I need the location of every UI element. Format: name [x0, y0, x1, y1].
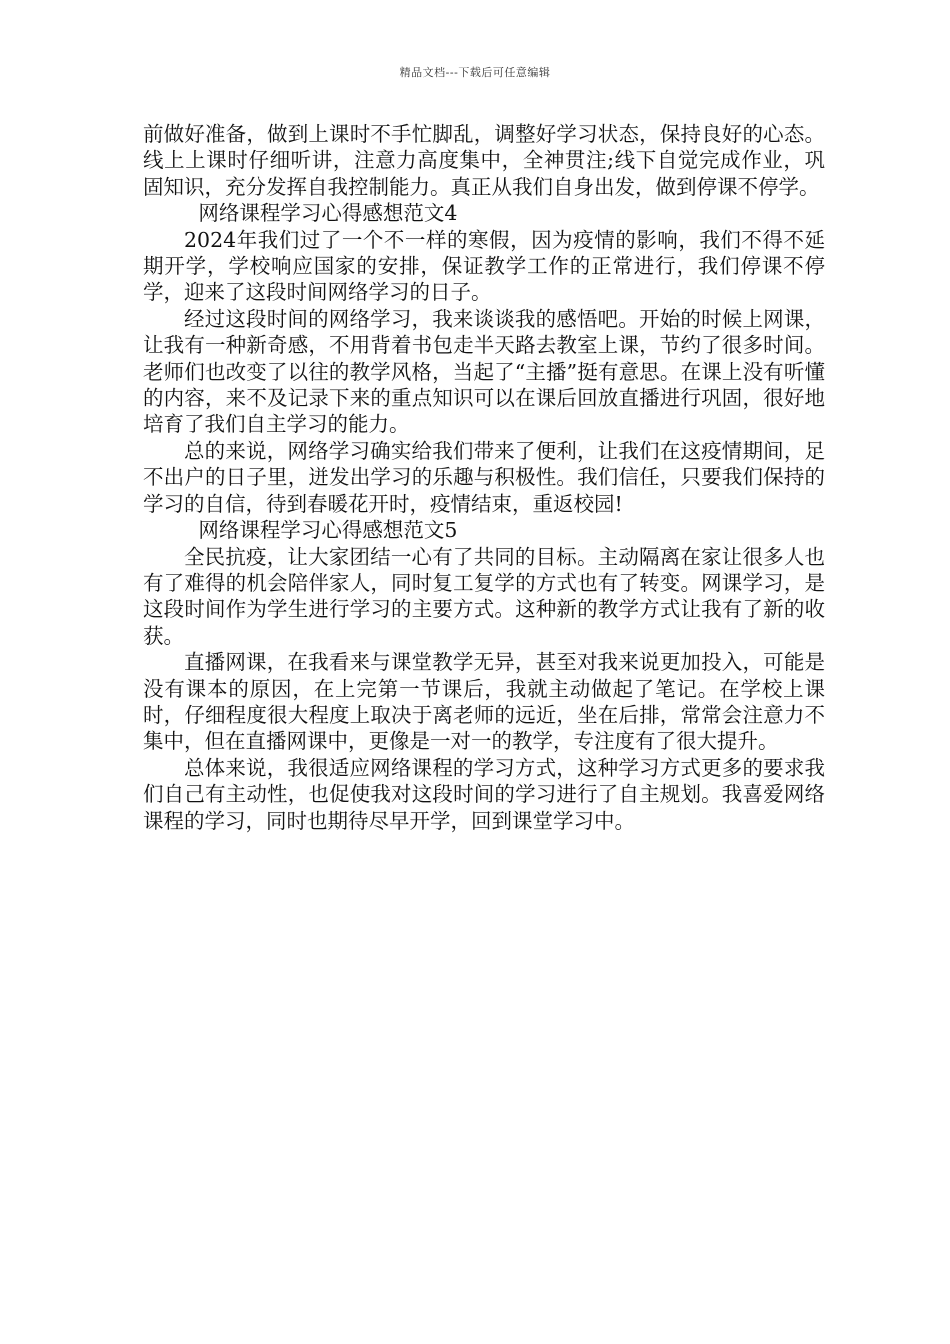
paragraph: 直播网课，在我看来与课堂教学无异，甚至对我来说更加投入，可能是没有课本的原因，在上完第一节课后，我就主动做起了笔记。在学校上课时，仔细程度很大程度上取决于离老师的远近，坐在后排，常常会注意力不集中，但在直播网课中，更像是一对一的教学，专注度有了很大提升。 [143, 650, 825, 754]
document-body [143, 121, 825, 834]
section-heading-4: 网络课程学习心得感想范文4 [198, 201, 458, 226]
section-heading-5: 网络课程学习心得感想范文5 [198, 518, 458, 543]
paragraph-continued: 前做好准备，做到上课时不手忙脚乱，调整好学习状态，保持良好的心态。线上上课时仔细听讲，注意力高度集中，全神贯注;线下自觉完成作业，巩固知识，充分发挥自我控制能力。真正从我们自身出发，做到停课不停学。 [143, 122, 825, 199]
paragraph: 全民抗疫，让大家团结一心有了共同的目标。主动隔离在家让很多人也有了难得的机会陪伴家人，同时复工复学的方式也有了转变。网课学习，是这段时间作为学生进行学习的主要方式。这种新的教学方式让我有了新的收获。 [143, 544, 825, 648]
paragraph: 经过这段时间的网络学习，我来谈谈我的感悟吧。开始的时候上网课，让我有一种新奇感，不用背着书包走半天路去教室上课，节约了很多时间。老师们也改变了以往的教学风格，当起了“主播”挺有意思。在课上没有听懂的内容，来不及记录下来的重点知识可以在课后回放直播进行巩固，很好地培育了我们自主学习的能力。 [143, 306, 825, 437]
paragraph: 总的来说，网络学习确实给我们带来了便利，让我们在这疫情期间，足不出户的日子里，迸发出学习的乐趣与积极性。我们信任，只要我们保持的学习的自信，待到春暖花开时，疫情结束，重返校园! [143, 438, 825, 516]
paragraph: 总体来说，我很适应网络课程的学习方式，这种学习方式更多的要求我们自己有主动性，也促使我对这段时间的学习进行了自主规划。我喜爱网络课程的学习，同时也期待尽早开学，回到课堂学习中。 [143, 755, 825, 833]
paragraph: 2024年我们过了一个不一样的寒假，因为疫情的影响，我们不得不延期开学，学校响应国家的安排，保证教学工作的正常进行，我们停课不停学，迎来了这段时间网络学习的日子。 [143, 227, 825, 305]
page-header: 精品文档---下载后可任意编辑 [399, 66, 551, 79]
